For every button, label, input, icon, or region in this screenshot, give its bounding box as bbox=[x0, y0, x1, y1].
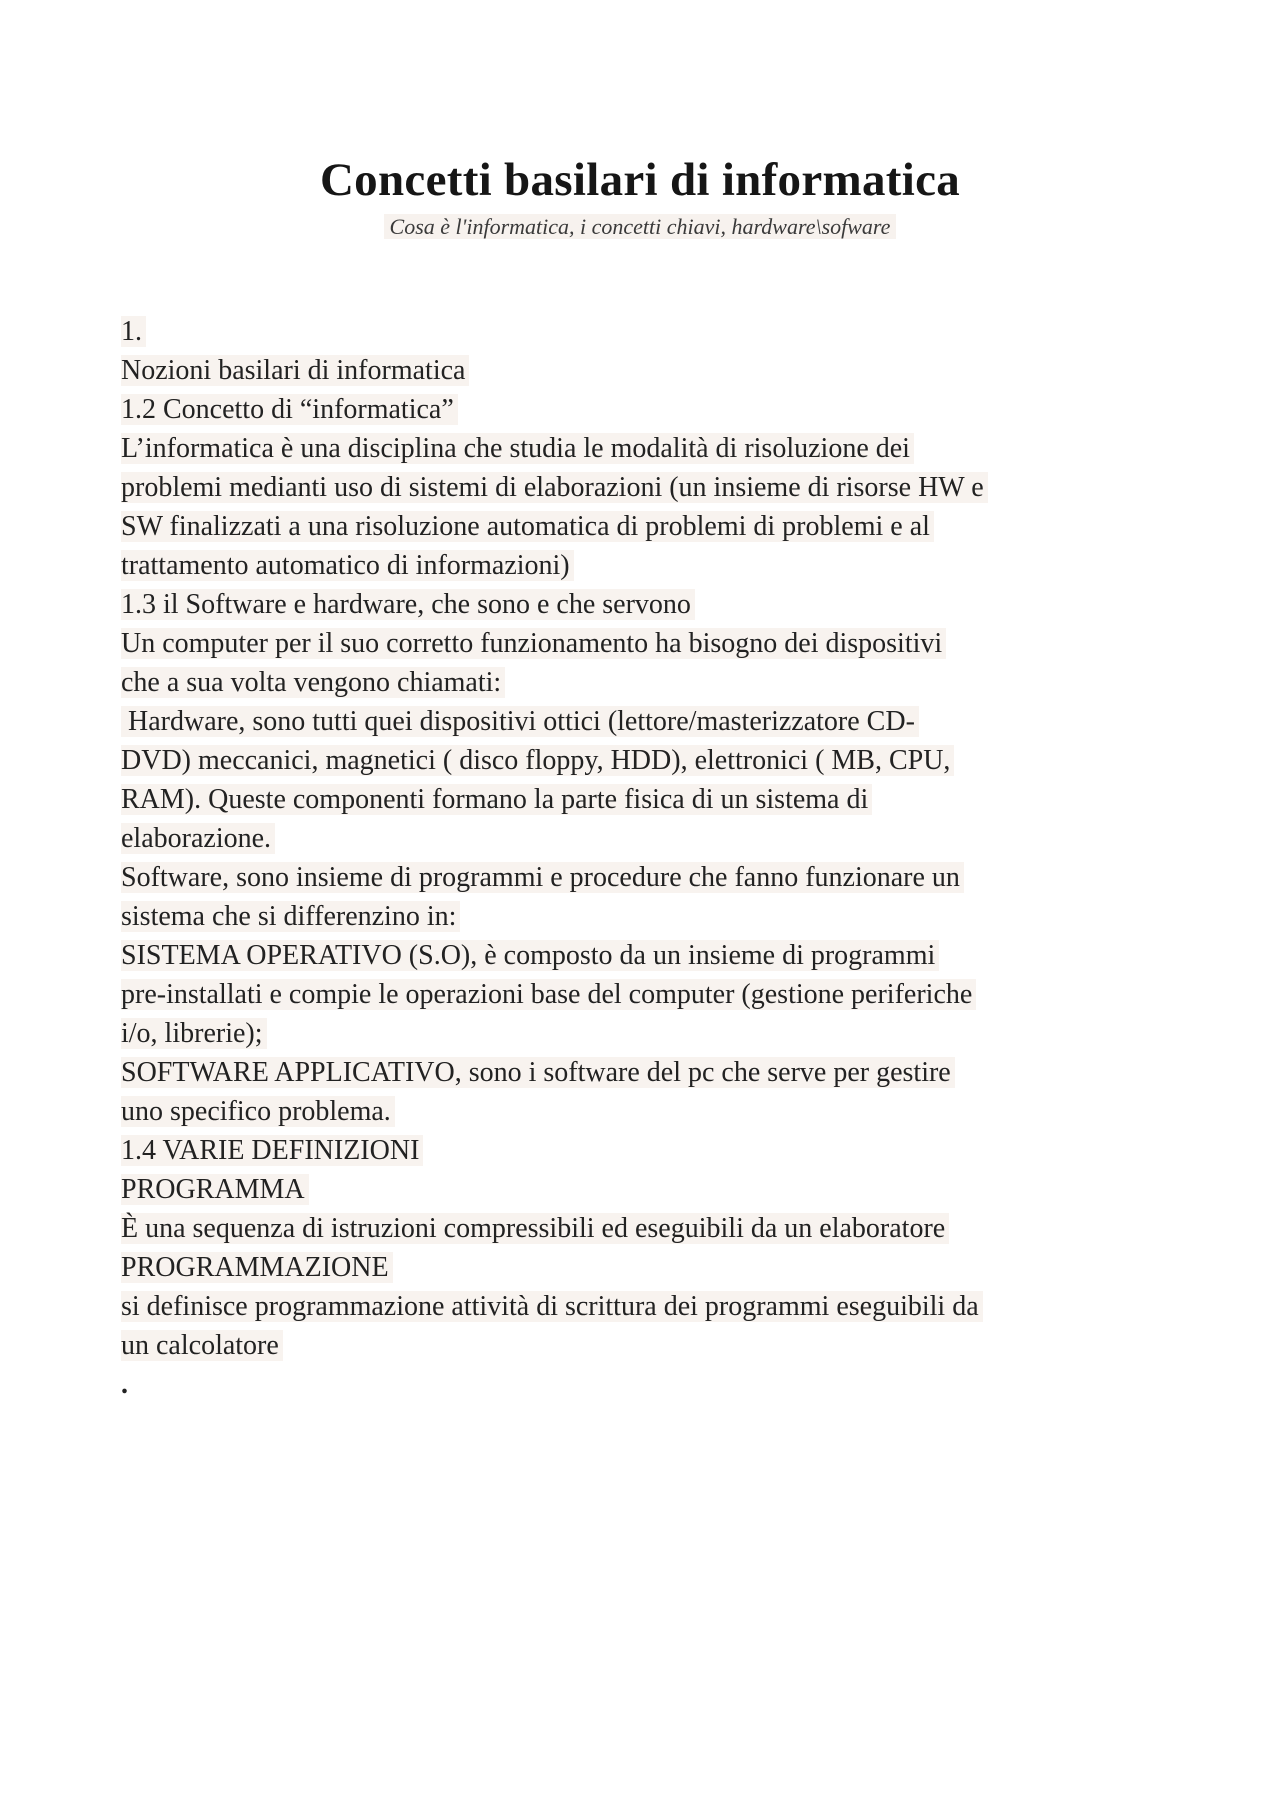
text-line: un calcolatore bbox=[121, 1326, 1166, 1365]
text-line: SW finalizzati a una risoluzione automatica di problemi di problemi e al bbox=[121, 507, 1166, 546]
subsection-heading: 1.3 il Software e hardware, che sono e che servono bbox=[121, 585, 1166, 624]
term-heading: PROGRAMMAZIONE bbox=[121, 1248, 1166, 1287]
text-line: che a sua volta vengono chiamati: bbox=[121, 663, 1166, 702]
text-line: DVD) meccanici, magnetici ( disco floppy, HDD), elettronici ( MB, CPU, bbox=[121, 741, 1166, 780]
text-line: si definisce programmazione attività di scrittura dei programmi eseguibili da bbox=[121, 1287, 1166, 1326]
document-title: Concetti basilari di informatica bbox=[319, 154, 961, 206]
text-line: . bbox=[121, 1369, 128, 1400]
subtitle-text: Cosa è l'informatica, i concetti chiavi, hardware\sofware bbox=[384, 214, 897, 239]
text-line: RAM). Queste componenti formano la parte fisica di un sistema di bbox=[121, 780, 1166, 819]
text-line: Un computer per il suo corretto funzionamento ha bisogno dei dispositivi bbox=[121, 624, 1166, 663]
subsection-heading: 1.4 VARIE DEFINIZIONI bbox=[121, 1131, 1166, 1170]
text-line: L’informatica è una disciplina che studia le modalità di risoluzione dei bbox=[121, 429, 1166, 468]
text-line: elaborazione. bbox=[121, 819, 1166, 858]
term-heading: PROGRAMMA bbox=[121, 1170, 1166, 1209]
text-line: uno specifico problema. bbox=[121, 1092, 1166, 1131]
document-body bbox=[121, 312, 1166, 1404]
document-subtitle bbox=[0, 212, 1280, 242]
section-heading: Nozioni basilari di informatica bbox=[121, 351, 1166, 390]
text-line: Hardware, sono tutti quei dispositivi ottici (lettore/masterizzatore CD- bbox=[121, 702, 1166, 741]
text-line: problemi medianti uso di sistemi di elaborazioni (un insieme di risorse HW e bbox=[121, 468, 1166, 507]
text-line: 1. bbox=[121, 312, 1166, 351]
subsection-heading: 1.2 Concetto di “informatica” bbox=[121, 390, 1166, 429]
text-line: sistema che si differenzino in: bbox=[121, 897, 1166, 936]
text-line: trattamento automatico di informazioni) bbox=[121, 546, 1166, 585]
text-line: È una sequenza di istruzioni compressibili ed eseguibili da un elaboratore bbox=[121, 1209, 1166, 1248]
text-line: SOFTWARE APPLICATIVO, sono i software del pc che serve per gestire bbox=[121, 1053, 1166, 1092]
text-line: i/o, librerie); bbox=[121, 1014, 1166, 1053]
text-line: pre-installati e compie le operazioni base del computer (gestione periferiche bbox=[121, 975, 1166, 1014]
text-line: SISTEMA OPERATIVO (S.O), è composto da un insieme di programmi bbox=[121, 936, 1166, 975]
text-line: Software, sono insieme di programmi e procedure che fanno funzionare un bbox=[121, 858, 1166, 897]
